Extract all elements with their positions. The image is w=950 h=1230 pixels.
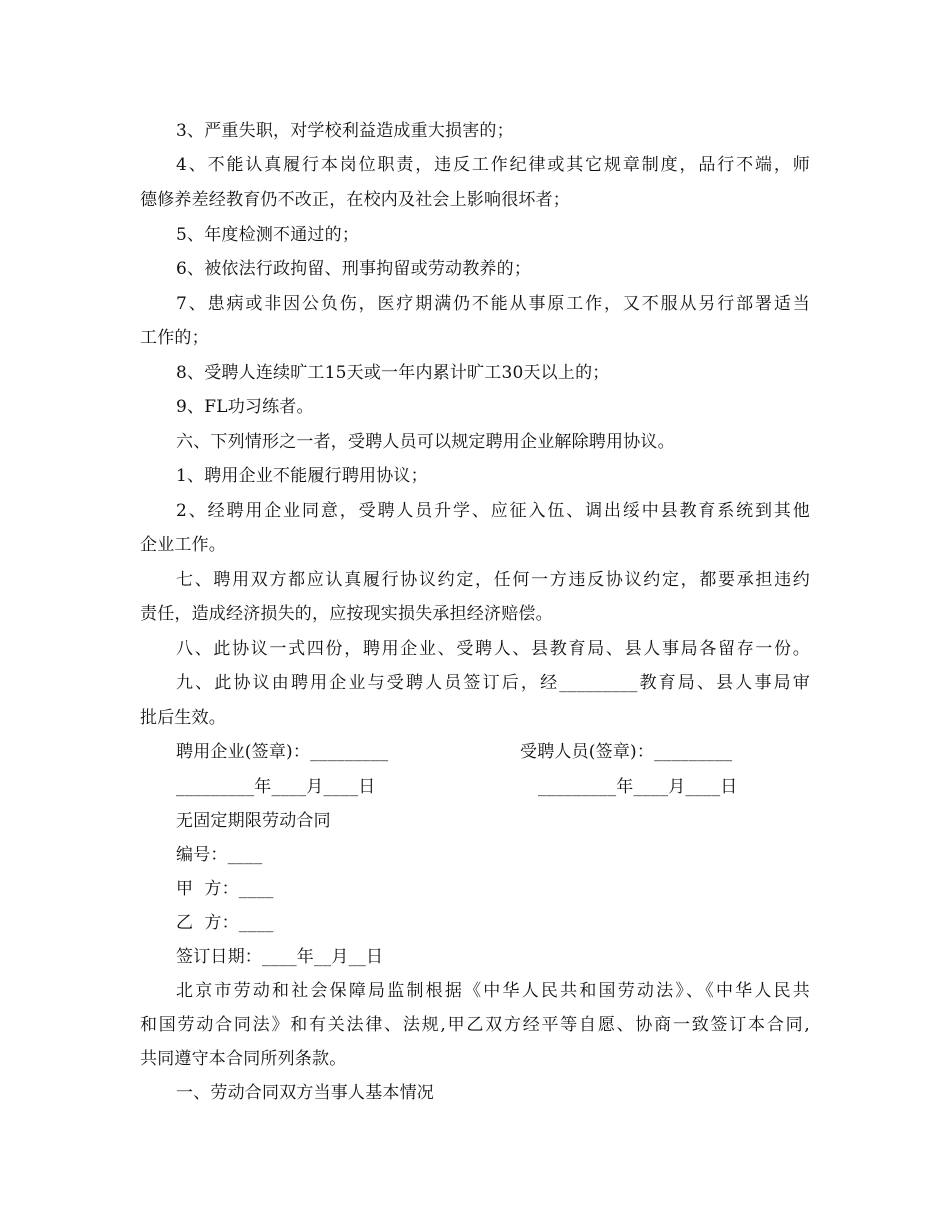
text-line: 批后生效。 <box>140 708 226 728</box>
signing-date-line: 签订日期：____年__月__日 <box>176 947 384 967</box>
contract-title: 无固定期限劳动合同 <box>176 811 331 831</box>
employee-signature-line: 受聘人员(签章)：_________ <box>520 742 733 762</box>
text-line: 5、年度检测不通过的； <box>176 225 360 245</box>
employer-signature-line: 聘用企业(签章)：_________ <box>176 742 389 762</box>
text-line: 北京市劳动和社会保障局监制根据《中华人民共和国劳动法》、《中华人民共 <box>176 981 810 1001</box>
text-line: 七、聘用双方都应认真履行协议约定，任何一方违反协议约定，都要承担违约 <box>176 570 810 590</box>
text-line: 1、聘用企业不能履行聘用协议； <box>176 466 428 486</box>
text-line: 企业工作。 <box>140 535 226 555</box>
text-line: 7、患病或非因公负伤，医疗期满仍不能从事原工作，又不服从另行部署适当 <box>176 294 810 314</box>
text-line: 六、下列情形之一者，受聘人员可以规定聘用企业解除聘用协议。 <box>176 432 675 452</box>
text-line: 和国劳动合同法》和有关法律、法规,甲乙双方经平等自愿、协商一致签订本合同, <box>140 1015 810 1035</box>
text-line: 3、严重失职，对学校利益造成重大损害的； <box>176 121 514 141</box>
employee-date-line: _________年____月____日 <box>538 777 738 797</box>
contract-number-line: 编号：____ <box>176 845 263 865</box>
party-b-line: 乙 方：____ <box>176 913 274 933</box>
text-line: 8、受聘人连续旷工15天或一年内累计旷工30天以上的； <box>176 363 610 383</box>
section-heading: 一、劳动合同双方当事人基本情况 <box>176 1083 434 1103</box>
text-line: 2、经聘用企业同意，受聘人员升学、应征入伍、调出绥中县教育系统到其他 <box>176 501 810 521</box>
text-line: 9、FL功习练者。 <box>176 397 314 417</box>
text-line: 6、被依法行政拘留、刑事拘留或劳动教养的； <box>176 259 532 279</box>
text-line: 工作的； <box>140 328 209 348</box>
text-line: 共同遵守本合同所列条款。 <box>140 1049 347 1069</box>
text-line: 八、此协议一式四份，聘用企业、受聘人、县教育局、县人事局各留存一份。 <box>176 639 810 659</box>
text-line: 责任，造成经济损失的，应按现实损失承担经济赔偿。 <box>140 604 553 624</box>
text-line: 4、不能认真履行本岗位职责，违反工作纪律或其它规章制度，品行不端，师 <box>176 155 810 175</box>
employer-date-line: _________年____月____日 <box>176 777 376 797</box>
text-line: 九、此协议由聘用企业与受聘人员签订后，经_________教育局、县人事局审 <box>176 673 810 693</box>
text-line: 德修养差经教育仍不改正，在校内及社会上影响很坏者； <box>140 190 570 210</box>
party-a-line: 甲 方：____ <box>176 879 274 899</box>
